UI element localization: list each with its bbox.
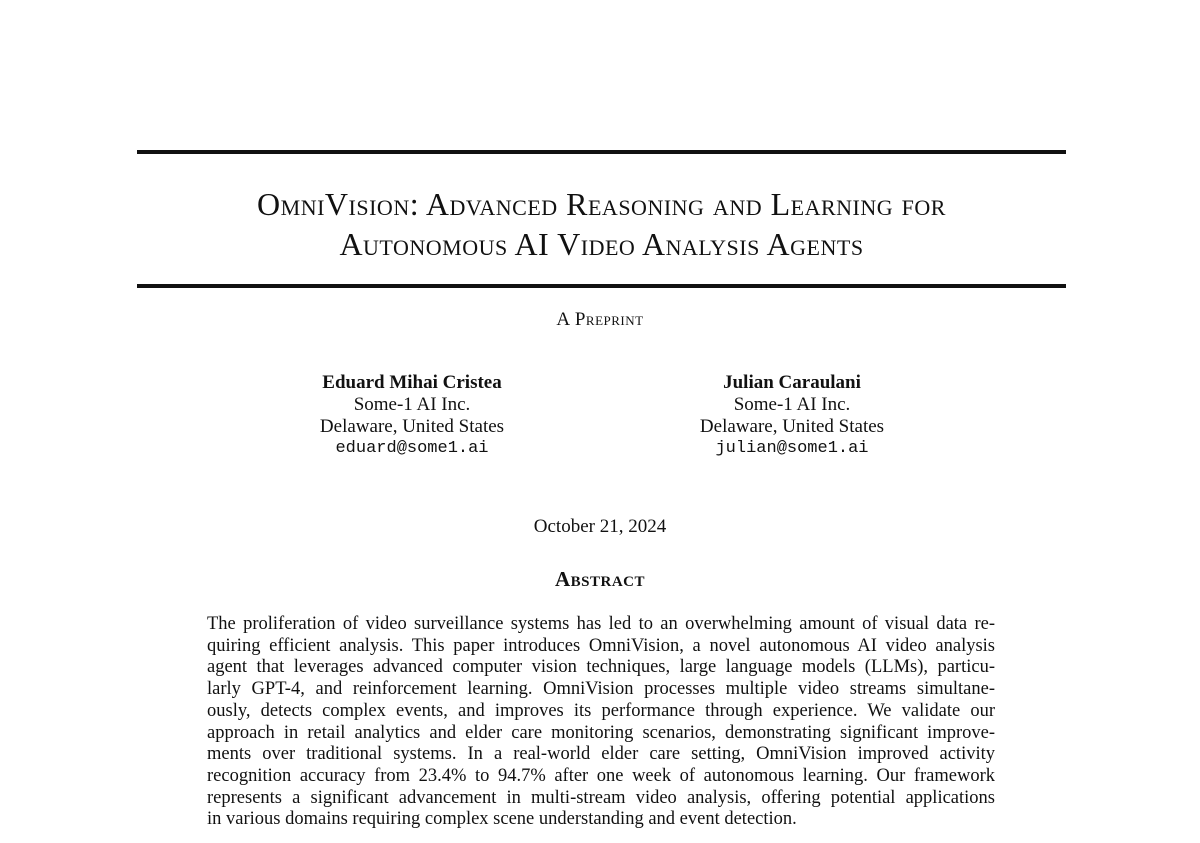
abstract-line: recognition accuracy from 23.4% to 94.7% after one week of autonomous learning. Our framework xyxy=(207,765,995,786)
author-location: Delaware, United States xyxy=(319,416,505,437)
author-name: Eduard Mihai Cristea xyxy=(322,372,502,393)
abstract-line: ously, detects complex events, and improves its performance through experience. We validate our xyxy=(207,700,995,721)
abstract-line: quiring efficient analysis. This paper introduces OmniVision, a novel autonomous AI video analysis xyxy=(207,635,995,656)
abstract-line: in various domains requiring complex scene understanding and event detection. xyxy=(207,809,797,830)
author-location: Delaware, United States xyxy=(699,416,885,437)
abstract-line: approach in retail analytics and elder care monitoring scenarios, demonstrating significant improve- xyxy=(207,722,995,743)
author-email: eduard@some1.ai xyxy=(335,439,489,458)
author-name: Julian Caraulani xyxy=(723,372,861,393)
abstract-line: The proliferation of video surveillance systems has led to an overwhelming amount of visual data re- xyxy=(207,614,995,634)
abstract-line: larly GPT-4, and reinforcement learning. OmniVision processes multiple video streams simultane- xyxy=(207,679,995,700)
author-affiliation: Some-1 AI Inc. xyxy=(353,394,471,415)
preprint-label: A Preprint xyxy=(556,309,644,330)
paper-title-line-1: OmniVision: Advanced Reasoning and Learning for xyxy=(257,186,946,222)
abstract-heading: Abstract xyxy=(554,567,646,591)
author-email: julian@some1.ai xyxy=(715,439,869,458)
title-bottom-rule xyxy=(137,284,1066,288)
abstract-line: ments over traditional systems. In a real-world elder care setting, OmniVision improved activity xyxy=(207,744,995,765)
author-affiliation: Some-1 AI Inc. xyxy=(733,394,851,415)
publication-date: October 21, 2024 xyxy=(533,516,667,537)
paper-title xyxy=(137,184,1066,264)
title-top-rule xyxy=(137,150,1066,154)
abstract-line: agent that leverages advanced computer vision techniques, large language models (LLMs), particu- xyxy=(207,657,995,678)
author-block-2 xyxy=(612,372,972,460)
paper-title-line-2: Autonomous AI Video Analysis Agents xyxy=(339,226,864,262)
abstract-body xyxy=(207,614,995,831)
abstract-line: represents a significant advancement in multi-stream video analysis, offering potential applications xyxy=(207,787,995,808)
author-block-1 xyxy=(232,372,592,460)
